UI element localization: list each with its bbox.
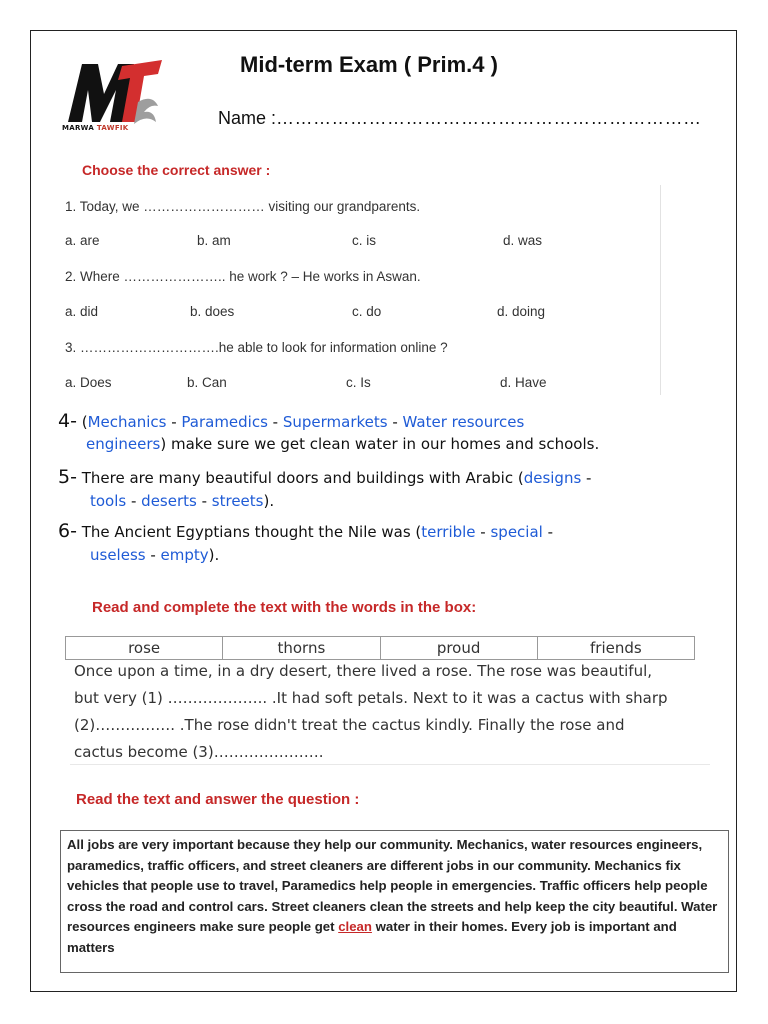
option-3d[interactable]: d. Have — [500, 375, 547, 390]
divider — [70, 764, 710, 765]
choice-mechanics[interactable]: Mechanics — [87, 413, 167, 431]
word-box-item: friends — [590, 639, 642, 657]
question-number: 5- — [58, 466, 77, 488]
option-3a[interactable]: a. Does — [65, 375, 112, 390]
question-3: 3. ………………………….he able to look for information online ? — [65, 340, 448, 355]
option-1b[interactable]: b. am — [197, 233, 231, 248]
question-6: 6- The Ancient Egyptians thought the Nile was (terrible - special - — [58, 520, 554, 542]
option-2c[interactable]: c. do — [352, 304, 382, 319]
section-heading-read: Read the text and answer the question : — [76, 791, 360, 808]
word-box-item: rose — [66, 637, 223, 659]
choice-water-resources[interactable]: Water resources — [402, 413, 525, 431]
question-6-line2: useless - empty). — [90, 546, 220, 564]
choice-tools[interactable]: tools — [90, 492, 127, 510]
divider — [660, 185, 661, 395]
word-box-item: thorns — [223, 637, 380, 659]
story-line: Once upon a time, in a dry desert, there lived a rose. The rose was beautiful, — [74, 662, 653, 680]
section-heading-complete: Read and complete the text with the words in the box: — [92, 599, 477, 616]
option-2a[interactable]: a. did — [65, 304, 99, 319]
section-heading-choose: Choose the correct answer : — [82, 162, 271, 178]
name-label: Name : — [218, 108, 277, 128]
name-blank[interactable]: …………………………………………………………… — [276, 108, 702, 128]
option-2b[interactable]: b. does — [190, 304, 235, 319]
question-4-line2: engineers) make sure we get clean water in our homes and schools. — [86, 435, 600, 453]
question-5-line2: tools - deserts - streets). — [90, 492, 275, 510]
choice-terrible[interactable]: terrible — [421, 523, 476, 541]
option-3c[interactable]: c. Is — [346, 375, 371, 390]
choice-useless[interactable]: useless — [90, 546, 146, 564]
option-1d[interactable]: d. was — [503, 233, 543, 248]
option-1a[interactable]: a. are — [65, 233, 100, 248]
choice-paramedics[interactable]: Paramedics — [181, 413, 268, 431]
question-number: 6- — [58, 520, 77, 542]
question-5: 5- There are many beautiful doors and buildings with Arabic (designs - — [58, 466, 592, 488]
reading-passage: All jobs are very important because they help our community. Mechanics, water resources engineers, paramedics, traffic officers, and street cleaners are different jobs in our community. Mechanics fix vehicles that people use to travel, Paramedics help people in emergencies. Traffic officers help people cross the road and control cars. Street cleaners clean the streets and help keep the city beautiful. Water resources engineers make sure people get clean water in their homes. Every job is important and matters — [67, 837, 718, 955]
question-2: 2. Where ………………….. he work ? – He works in Aswan. — [65, 269, 421, 284]
choice-deserts[interactable]: deserts — [141, 492, 197, 510]
story-line: (2)……………. .The rose didn't treat the cactus kindly. Finally the rose and — [74, 716, 625, 734]
logo-caption: MARWA TAWFIK — [62, 124, 129, 132]
question-1: 1. Today, we ……………………… visiting our grandparents. — [65, 199, 421, 214]
choice-empty[interactable]: empty — [160, 546, 209, 564]
choice-supermarkets[interactable]: Supermarkets — [282, 413, 388, 431]
option-3b[interactable]: b. Can — [187, 375, 227, 390]
story-line: but very (1) ……………….. .It had soft petals. Next to it was a cactus with sharp — [74, 689, 668, 707]
choice-streets[interactable]: streets — [211, 492, 264, 510]
word-box-item: proud — [381, 637, 538, 659]
word-box — [65, 636, 695, 660]
option-1c[interactable]: c. is — [352, 233, 377, 248]
choice-special[interactable]: special — [490, 523, 543, 541]
story-line: cactus become (3)…………………. — [74, 743, 324, 761]
reading-passage-box — [60, 830, 729, 973]
page-title: Mid-term Exam ( Prim.4 ) — [240, 52, 498, 77]
choice-engineers[interactable]: engineers — [86, 435, 161, 453]
choice-designs[interactable]: designs — [523, 469, 582, 487]
name-field[interactable] — [218, 108, 702, 129]
option-2d[interactable]: d. doing — [497, 304, 546, 319]
underlined-word: clean — [338, 919, 372, 934]
question-number: 4- — [58, 410, 77, 432]
question-4: 4- (Mechanics - Paramedics - Supermarkets - Water resources — [58, 410, 525, 432]
